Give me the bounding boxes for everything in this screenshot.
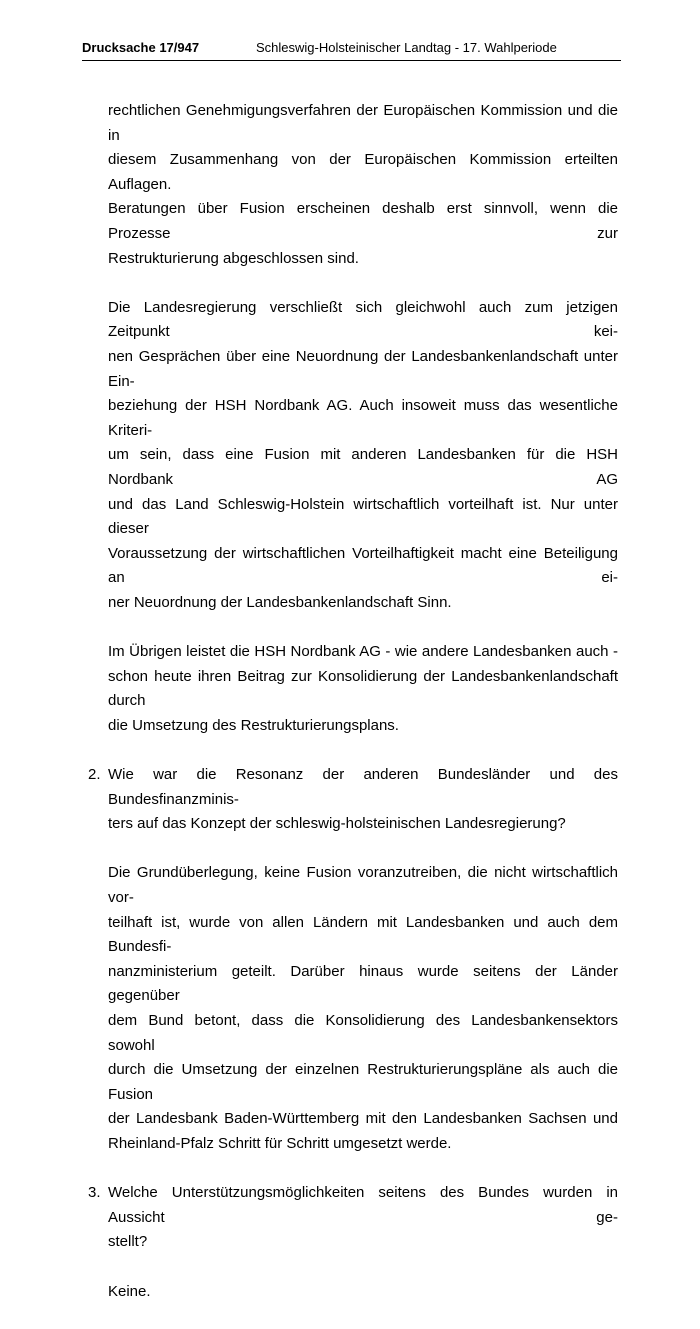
question-text-line: Welche Unterstützungsmöglichkeiten seitens des Bundes wurden in Aussicht ge- (108, 1184, 618, 1226)
parliament-title: Schleswig-Holsteinischer Landtag - 17. Wahlperiode (256, 40, 557, 55)
paragraph-landesregierung (108, 296, 618, 616)
text-line: der Landesbank Baden-Württemberg mit den Landesbanken Sachsen und (108, 1110, 618, 1128)
document-body (88, 99, 618, 1329)
question-text-line: ters auf das Konzept der schleswig-holsteinischen Landesregierung? (108, 815, 566, 833)
text-line: teilhaft ist, wurde von allen Ländern mit Landesbanken und auch dem Bundesfi- (108, 913, 618, 956)
question-text-line: stellt? (108, 1233, 148, 1251)
text-line: um sein, dass eine Fusion mit anderen Landesbanken für die HSH Nordbank AG (108, 446, 618, 488)
text-line: schon heute ihren Beitrag zur Konsolidierung der Landesbankenlandschaft durch (108, 667, 618, 710)
text-line: diesem Zusammenhang von der Europäischen Kommission erteilten Auflagen. (108, 151, 618, 193)
text-line: Rheinland-Pfalz Schritt für Schritt umgesetzt werde. (108, 1134, 452, 1152)
text-line: Die Grundüberlegung, keine Fusion voranzutreiben, die nicht wirtschaftlich vor- (108, 864, 618, 906)
text-line: Im Übrigen leistet die HSH Nordbank AG - wie andere Landesbanken auch - (108, 643, 618, 661)
question-2 (88, 763, 618, 837)
text-line: rechtlichen Genehmigungsverfahren der Europäischen Kommission und die in (108, 102, 618, 144)
text-line: nen Gesprächen über eine Neuordnung der Landesbankenlandschaft unter Ein- (108, 347, 618, 390)
text-line: Beratungen über Fusion erscheinen deshalb erst sinnvoll, wenn die Prozesse zur (108, 200, 618, 242)
question-3 (88, 1181, 618, 1255)
text-line: ner Neuordnung der Landesbankenlandschaft Sinn. (108, 593, 452, 611)
paragraph-hsh-contribution (108, 640, 618, 738)
page-header (82, 38, 621, 61)
text-line: die Umsetzung des Restrukturierungsplans. (108, 716, 399, 734)
text-line: Voraussetzung der wirtschaftlichen Vorteilhaftigkeit macht eine Beteiligung an ei- (108, 544, 618, 587)
text-line: Restrukturierung abgeschlossen sind. (108, 249, 359, 267)
answer-2 (108, 861, 618, 1156)
document-number: Drucksache 17/947 (82, 40, 200, 55)
question-number: 2. (88, 766, 101, 784)
answer-3 (108, 1280, 618, 1305)
text-line: und das Land Schleswig-Holstein wirtschaftlich vorteilhaft ist. Nur unter dieser (108, 495, 618, 538)
text-line: Keine. (108, 1282, 151, 1300)
question-text-line: Wie war die Resonanz der anderen Bundesländer und des Bundesfinanzminis- (108, 766, 618, 808)
paragraph-restructuring (108, 99, 618, 271)
text-line: nanzministerium geteilt. Darüber hinaus wurde seitens der Länder gegenüber (108, 962, 618, 1005)
text-line: durch die Umsetzung der einzelnen Restrukturierungspläne als auch die Fusion (108, 1061, 618, 1103)
text-line: beziehung der HSH Nordbank AG. Auch insoweit muss das wesentliche Kriteri- (108, 397, 618, 439)
text-line: dem Bund betont, dass die Konsolidierung des Landesbankensektors sowohl (108, 1011, 618, 1054)
question-number: 3. (88, 1184, 101, 1202)
text-line: Die Landesregierung verschließt sich gleichwohl auch zum jetzigen Zeitpunkt kei- (108, 298, 618, 341)
